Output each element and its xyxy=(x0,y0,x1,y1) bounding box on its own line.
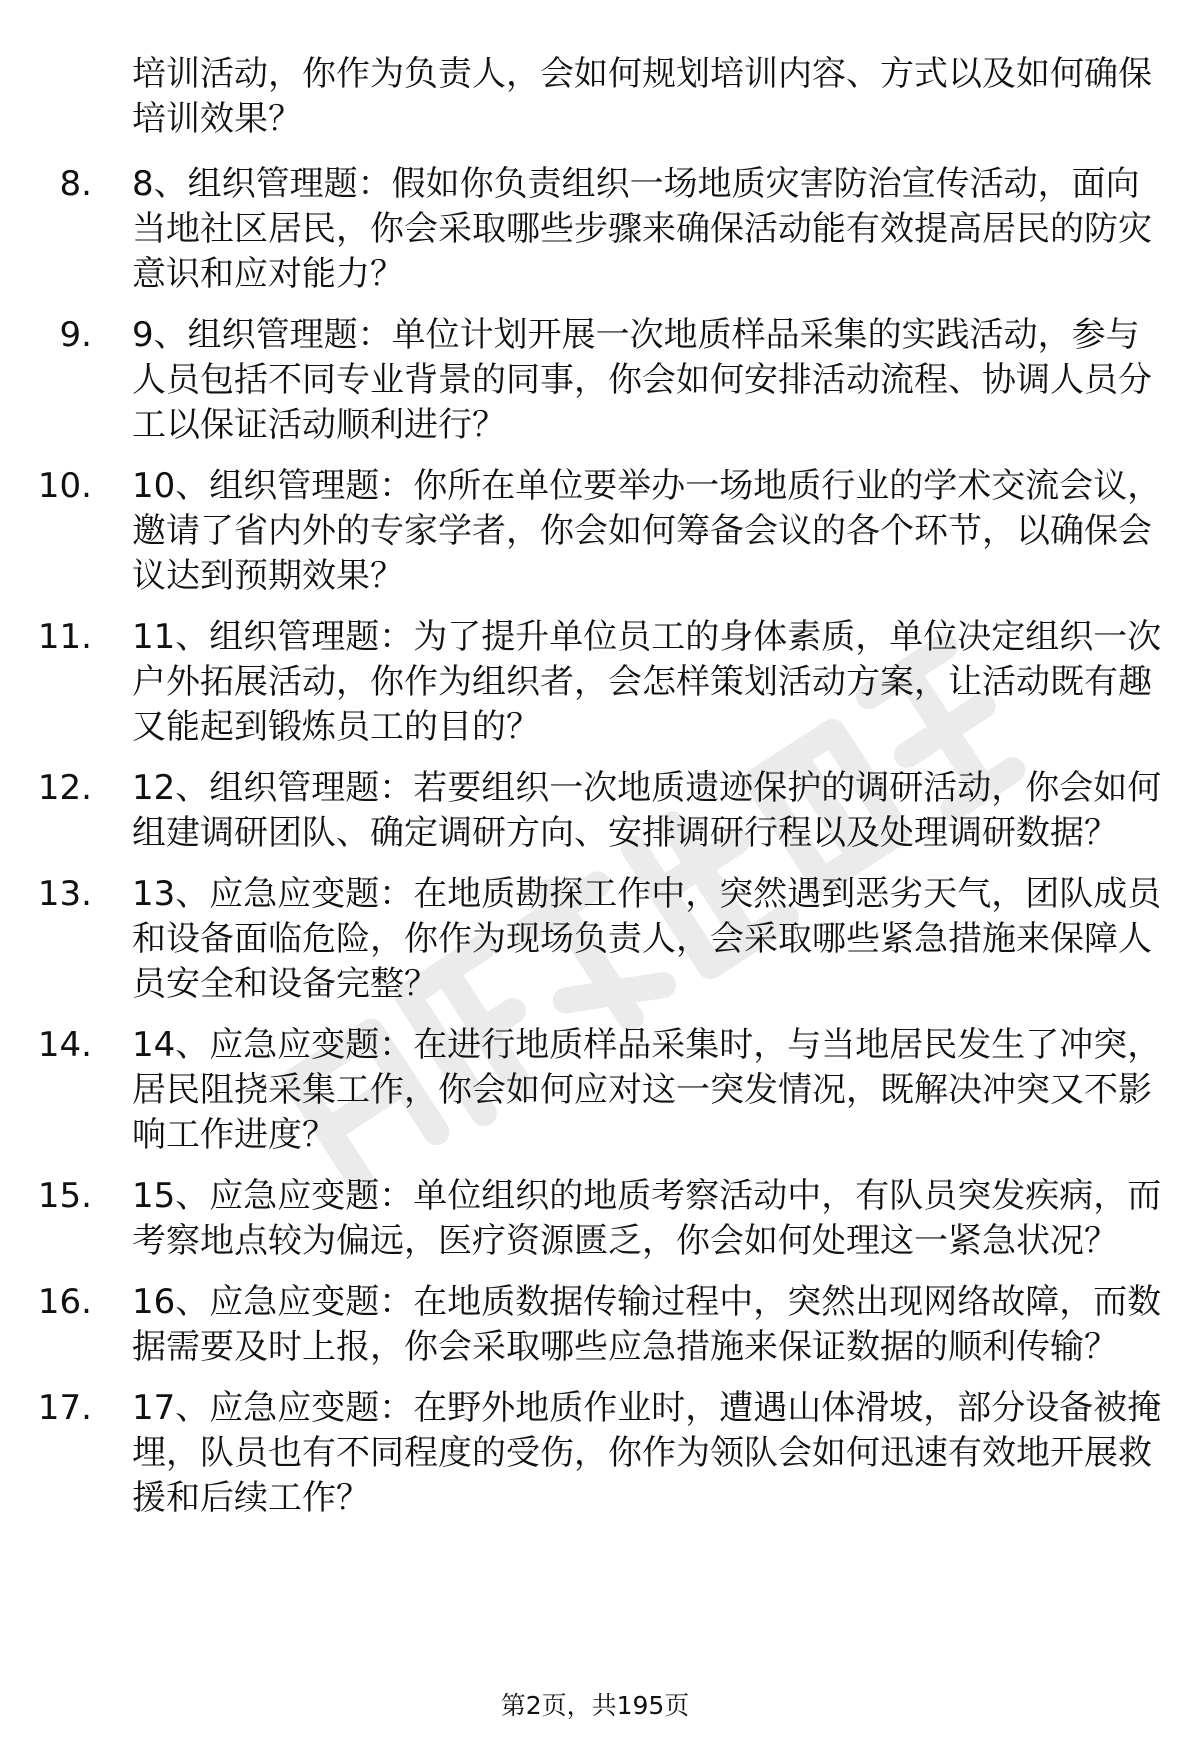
question-item-8 xyxy=(0,162,1162,297)
question-item-11 xyxy=(0,615,1162,750)
question-number: 15. xyxy=(37,1176,92,1216)
question-text: 17、应急应变题：在野外地质作业时，遭遇山体滑坡，部分设备被掩埋，队员也有不同程度的受伤，你作为领队会如何迅速有效地开展救援和后续工作？ xyxy=(132,1388,1162,1518)
question-text: 15、应急应变题：单位组织的地质考察活动中，有队员突发疾病，而考察地点较为偏远，医疗资源匮乏，你会如何处理这一紧急状况？ xyxy=(132,1176,1162,1261)
question-item-10 xyxy=(0,464,1162,599)
question-item-14 xyxy=(0,1023,1162,1158)
question-number: 9. xyxy=(59,315,92,355)
question-number: 10. xyxy=(37,466,92,506)
question-text: 8、组织管理题：假如你负责组织一场地质灾害防治宣传活动，面向当地社区居民，你会采取哪些步骤来确保活动能有效提高居民的防灾意识和应对能力？ xyxy=(132,164,1152,294)
page-footer: 第2页，共195页 xyxy=(500,1691,690,1720)
question-item-16 xyxy=(0,1280,1162,1370)
question-item-12 xyxy=(0,766,1162,856)
question-text: 13、应急应变题：在地质勘探工作中，突然遇到恶劣天气，团队成员和设备面临危险，你作为现场负责人，会采取哪些紧急措施来保障人员安全和设备完整？ xyxy=(132,874,1162,1004)
question-number: 8. xyxy=(59,164,92,204)
question-number: 13. xyxy=(37,874,92,914)
question-text: 9、组织管理题：单位计划开展一次地质样品采集的实践活动，参与人员包括不同专业背景的同事，你会如何安排活动流程、协调人员分工以保证活动顺利进行？ xyxy=(132,315,1152,445)
question-number: 14. xyxy=(37,1025,92,1065)
question-item-13 xyxy=(0,872,1162,1007)
question-item-15 xyxy=(0,1174,1162,1264)
question-number: 11. xyxy=(37,617,92,657)
question-text: 14、应急应变题：在进行地质样品采集时，与当地居民发生了冲突，居民阻挠采集工作，你会如何应对这一突发情况，既解决冲突又不影响工作进度？ xyxy=(132,1025,1162,1155)
continuation-paragraph: 培训活动，你作为负责人，会如何规划培训内容、方式以及如何确保培训效果？ xyxy=(132,54,1152,139)
question-text: 11、组织管理题：为了提升单位员工的身体素质，单位决定组织一次户外拓展活动，你作为组织者，会怎样策划活动方案，让活动既有趣又能起到锻炼员工的目的？ xyxy=(132,617,1162,747)
question-item-9 xyxy=(0,313,1162,448)
question-list xyxy=(0,162,1190,1537)
question-text: 12、组织管理题：若要组织一次地质遗迹保护的调研活动，你会如何组建调研团队、确定调研方向、安排调研行程以及处理调研数据？ xyxy=(132,768,1162,853)
question-text: 10、组织管理题：你所在单位要举办一场地质行业的学术交流会议，邀请了省内外的专家学者，你会如何筹备会议的各个环节，以确保会议达到预期效果？ xyxy=(132,466,1162,596)
question-item-17 xyxy=(0,1386,1162,1521)
question-number: 17. xyxy=(37,1388,92,1428)
question-text: 16、应急应变题：在地质数据传输过程中，突然出现网络故障，而数据需要及时上报，你会采取哪些应急措施来保证数据的顺利传输？ xyxy=(132,1282,1162,1367)
question-number: 12. xyxy=(37,768,92,808)
question-number: 16. xyxy=(37,1282,92,1322)
